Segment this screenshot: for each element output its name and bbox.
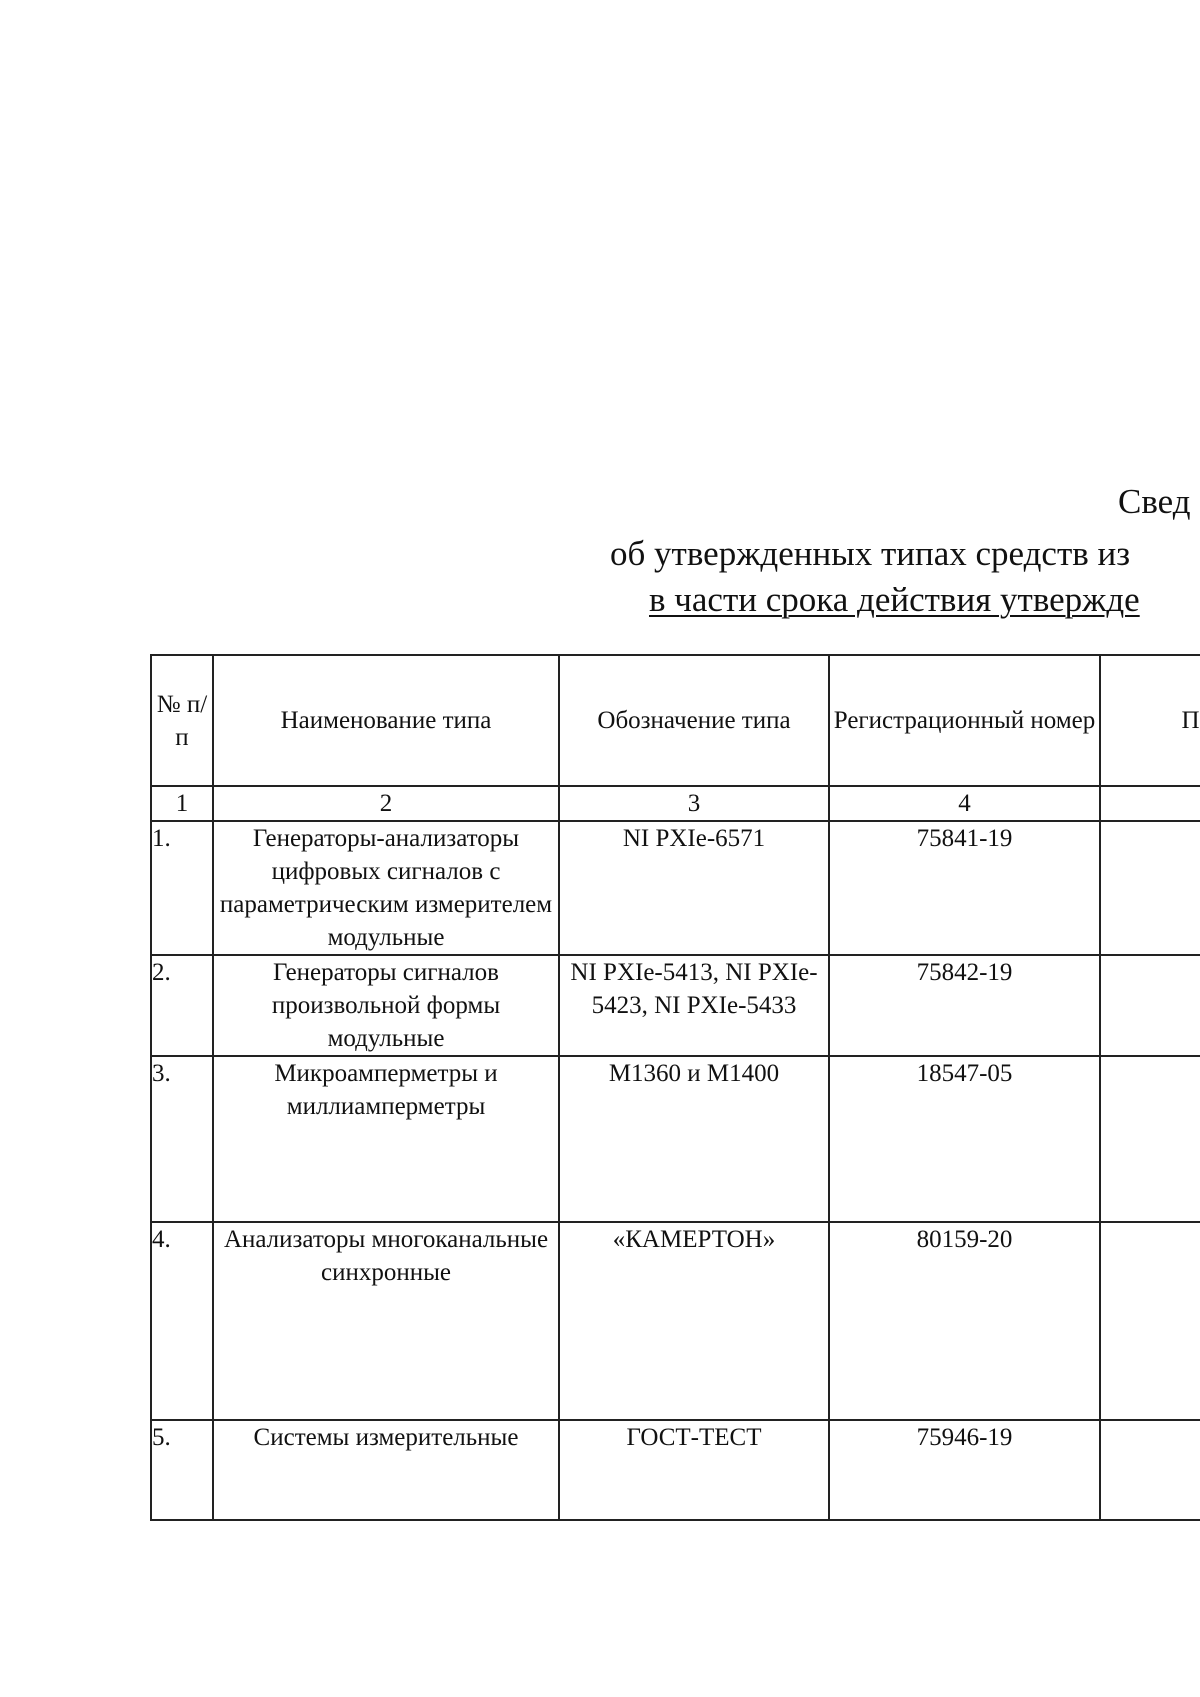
row-type-name: Генераторы сигналов произвольной формы модульные [213, 955, 559, 1056]
header-type-designation: Обозначение типа [559, 655, 829, 786]
column-number: 1 [151, 786, 213, 821]
row-index: 4. [151, 1222, 213, 1420]
header-col5: П [1100, 655, 1200, 786]
column-number: 4 [829, 786, 1100, 821]
table-row [151, 1056, 1200, 1222]
row-index: 2. [151, 955, 213, 1056]
column-number: 3 [559, 786, 829, 821]
row-type-designation: М1360 и М1400 [559, 1056, 829, 1222]
document-subtitle: об утвержденных типах средств из [610, 534, 1131, 573]
row-registration-number: 75841-19 [829, 821, 1100, 955]
table-header-row [151, 655, 1200, 786]
row-col5 [1100, 1056, 1200, 1222]
row-type-name: Анализаторы многоканальные синхронные [213, 1222, 559, 1420]
document-subtitle-underlined: в части срока действия утвержде [649, 580, 1140, 619]
header-type-name: Наименование типа [213, 655, 559, 786]
row-registration-number: 75842-19 [829, 955, 1100, 1056]
column-number-row [151, 786, 1200, 821]
column-number: 2 [213, 786, 559, 821]
row-type-name: Микроамперметры и миллиамперметры [213, 1056, 559, 1222]
table-row [151, 1222, 1200, 1420]
row-col5 [1100, 1420, 1200, 1520]
row-type-designation: «КАМЕРТОН» [559, 1222, 829, 1420]
row-registration-number: 18547-05 [829, 1056, 1100, 1222]
column-number [1100, 786, 1200, 821]
row-col5 [1100, 955, 1200, 1056]
table-row [151, 955, 1200, 1056]
row-col5 [1100, 1222, 1200, 1420]
row-index: 5. [151, 1420, 213, 1520]
header-registration-number: Регистрационный номер [829, 655, 1100, 786]
row-index: 1. [151, 821, 213, 955]
row-index: 3. [151, 1056, 213, 1222]
row-type-designation: NI PXIe-5413, NI PXIe-5423, NI PXIe-5433 [559, 955, 829, 1056]
row-type-name: Системы измерительные [213, 1420, 559, 1520]
document-title: Свед [1118, 482, 1191, 521]
row-col5 [1100, 821, 1200, 955]
header-index: № п/п [151, 655, 213, 786]
row-registration-number: 80159-20 [829, 1222, 1100, 1420]
table-row [151, 1420, 1200, 1520]
table-row [151, 821, 1200, 955]
registry-table [150, 654, 1200, 1521]
row-type-designation: NI PXIe-6571 [559, 821, 829, 955]
row-type-designation: ГОСТ-ТЕСТ [559, 1420, 829, 1520]
row-registration-number: 75946-19 [829, 1420, 1100, 1520]
row-type-name: Генераторы-анализаторы цифровых сигналов с параметрическим измерителем модульные [213, 821, 559, 955]
